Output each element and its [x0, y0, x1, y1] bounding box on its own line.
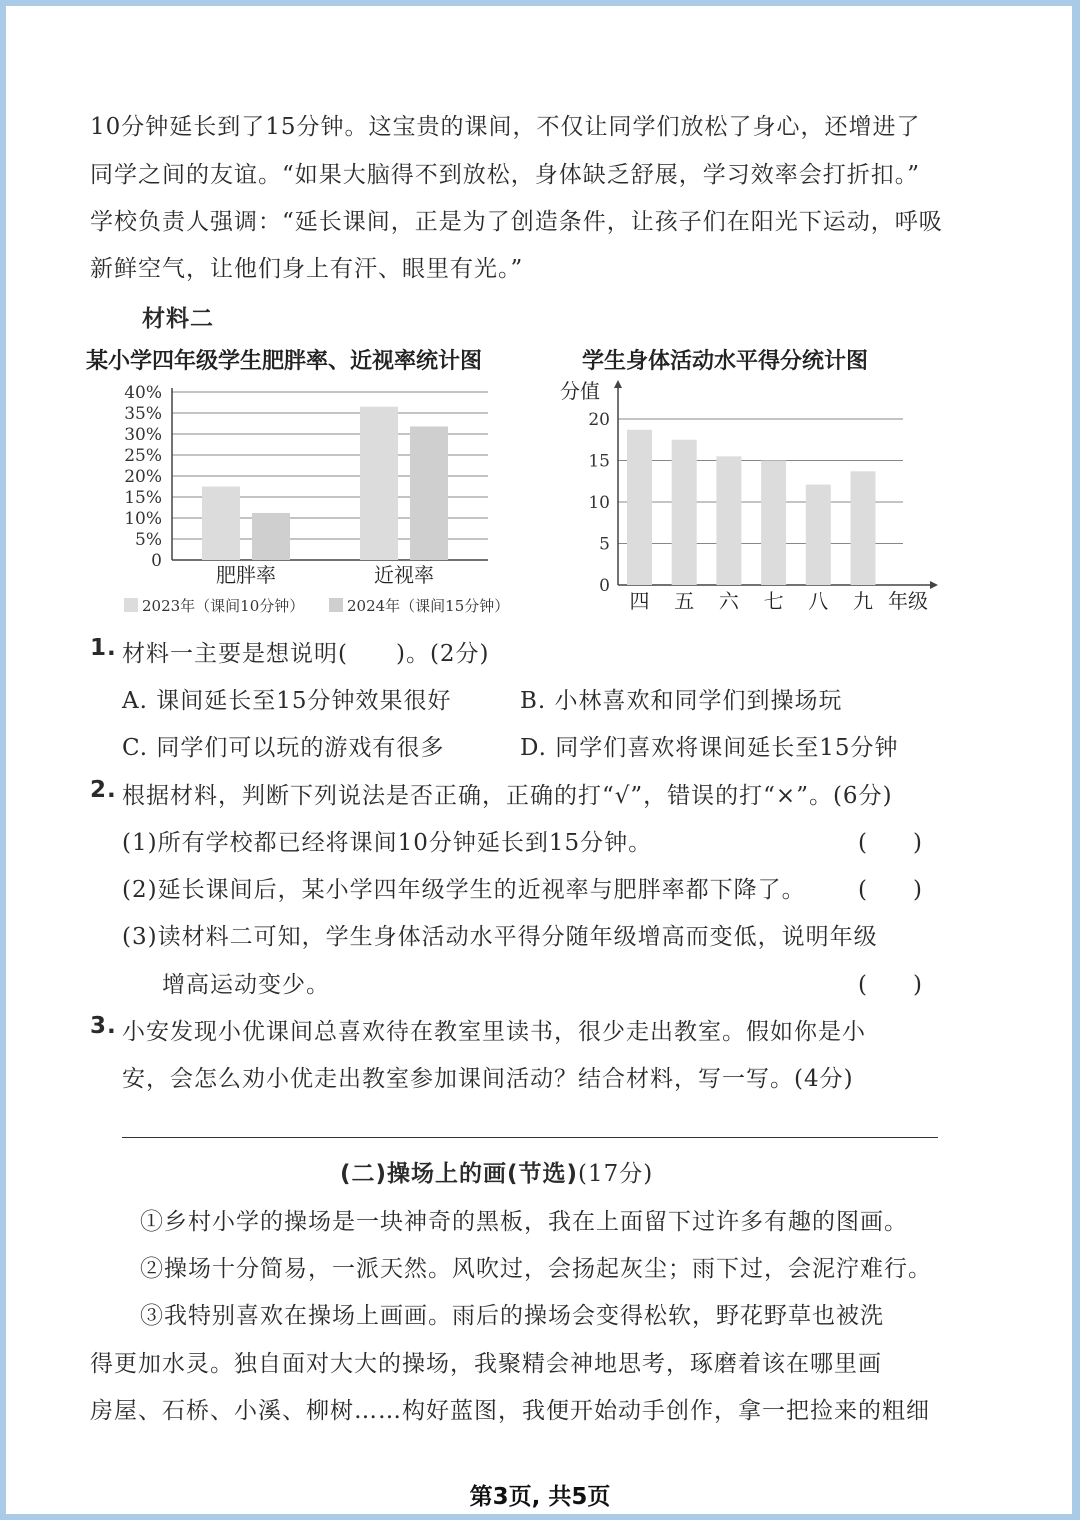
chart1-x-label: 近视率	[374, 563, 434, 587]
chart2-x-labels	[630, 589, 874, 613]
chart2-bar	[806, 485, 831, 585]
chart2-x-label: 四	[629, 589, 650, 613]
chart2-bars	[627, 430, 876, 585]
chart1-y-tick-label: 40%	[124, 383, 162, 403]
section2-line-3: ③我特别喜欢在操场上画画。雨后的操场会变得松软，野花野草也被洗	[140, 1303, 884, 1329]
chart1-y-tick-label: 10%	[124, 509, 162, 529]
section2-line-2: ②操场十分简易，一派天然。风吹过，会扬起灰尘；雨下过，会泥泞难行。	[140, 1256, 932, 1282]
chart2-x-label: 六	[718, 589, 739, 613]
q2-answer-3[interactable]: ( )	[858, 972, 922, 998]
legend-swatch-2024	[329, 598, 343, 612]
q2-answer-1[interactable]: ( )	[858, 830, 922, 856]
page-footer: 第3页, 共5页	[469, 1484, 611, 1510]
q3-number: 3.	[90, 1013, 117, 1039]
chart2-y-tick-label: 15	[588, 451, 610, 472]
section2-heading	[340, 1155, 653, 1188]
chart1-bar	[202, 487, 240, 561]
chart1-y-tick-label: 15%	[124, 488, 162, 508]
chart2-bar	[851, 471, 876, 585]
legend-swatch-2023	[124, 598, 138, 612]
q2-statement-1: (1)所有学校都已经将课间10分钟延长到15分钟。	[122, 830, 653, 856]
chart2-bar	[716, 456, 741, 585]
chart1-y-tick-label: 25%	[124, 446, 162, 466]
chart1-x-label: 肥胖率	[216, 563, 276, 587]
q3-line-2: 安，会怎么劝小优走出教室参加课间活动？结合材料，写一写。(4分)	[122, 1066, 854, 1092]
passage-line-1: 10分钟延长到了15分钟。这宝贵的课间，不仅让同学们放松了身心，还增进了	[90, 114, 921, 140]
chart1-y-tick-label: 30%	[124, 425, 162, 445]
chart2-y-axis-arrow	[614, 380, 622, 388]
chart2-y-tick-label: 5	[599, 534, 610, 555]
chart1-legend	[124, 597, 509, 615]
section2-line-1: ①乡村小学的操场是一块神奇的黑板，我在上面留下过许多有趣的图画。	[140, 1209, 908, 1235]
q2-statement-3b: 增高运动变少。	[162, 972, 330, 998]
passage-line-2: 同学之间的友谊。“如果大脑得不到放松，身体缺乏舒展，学习效率会打折扣。”	[90, 162, 921, 188]
q2-statement-3a: (3)读材料二可知，学生身体活动水平得分随年级增高而变低，说明年级	[122, 924, 878, 950]
q1-option-d[interactable]: D. 同学们喜欢将课间延长至15分钟	[520, 735, 899, 761]
q3-line-1: 小安发现小优课间总喜欢待在教室里读书，很少走出教室。假如你是小	[122, 1019, 866, 1045]
q1-text: 材料一主要是想说明( )。(2分)	[122, 641, 490, 667]
q1-option-b[interactable]: B. 小林喜欢和同学们到操场玩	[520, 688, 843, 714]
chart1-x-labels	[216, 563, 434, 587]
chart2-bar	[672, 440, 697, 585]
chart1-bar	[252, 513, 290, 560]
section2-title: (二)操场上的画(节选)	[340, 1161, 579, 1187]
q2-number: 2.	[90, 777, 117, 803]
chart2-y-ticks	[588, 410, 610, 596]
chart2-y-label: 分值	[560, 379, 600, 403]
chart2-bar	[761, 461, 786, 586]
q1-number: 1.	[90, 635, 117, 661]
chart2-bar	[627, 430, 652, 585]
chart2-y-tick-label: 20	[588, 410, 610, 430]
section2-line-4: 得更加水灵。独自面对大大的操场，我聚精会神地思考，琢磨着该在哪里画	[90, 1351, 882, 1377]
chart1-y-tick-label: 35%	[124, 404, 162, 424]
chart2-y-tick-label: 10	[588, 493, 610, 513]
chart1-y-ticks	[124, 383, 162, 571]
q2-statement-2: (2)延长课间后，某小学四年级学生的近视率与肥胖率都下降了。	[122, 877, 806, 903]
q2-text: 根据材料，判断下列说法是否正确，正确的打“√”，错误的打“×”。(6分)	[122, 783, 893, 809]
chart1-bar	[360, 407, 398, 560]
q1-option-a[interactable]: A. 课间延长至15分钟效果很好	[122, 688, 452, 714]
material2-title: 材料二	[142, 306, 214, 332]
legend-label-2024: 2024年（课间15分钟）	[347, 597, 510, 615]
chart1-bar	[410, 426, 448, 560]
chart2-x-label: 九	[853, 589, 873, 613]
section2-line-5: 房屋、石桥、小溪、柳树……构好蓝图，我便开始动手创作，拿一把捡来的粗细	[90, 1398, 930, 1424]
chart1-y-tick-label: 5%	[135, 530, 162, 550]
section2-score: (17分)	[578, 1161, 654, 1187]
chart1-bars	[202, 407, 448, 560]
chart2-x-label: 五	[674, 589, 695, 613]
chart-obesity-myopia	[82, 340, 542, 625]
chart1-title: 某小学四年级学生肥胖率、近视率统计图	[86, 348, 483, 374]
q1-option-c[interactable]: C. 同学们可以玩的游戏有很多	[122, 735, 445, 761]
passage-line-4: 新鲜空气，让他们身上有汗、眼里有光。”	[90, 256, 524, 282]
passage-line-3: 学校负责人强调：“延长课间，正是为了创造条件，让孩子们在阳光下运动，呼吸	[90, 209, 943, 235]
chart2-x-label: 年级	[888, 589, 928, 613]
chart2-x-label: 七	[763, 589, 784, 613]
answer-line[interactable]	[122, 1137, 938, 1138]
legend-label-2023: 2023年（课间10分钟）	[142, 597, 305, 615]
chart-activity-score	[558, 340, 948, 625]
chart2-x-axis-arrow	[930, 581, 938, 589]
chart1-y-tick-label: 0	[151, 551, 162, 571]
chart2-title: 学生身体活动水平得分统计图	[582, 348, 869, 374]
chart2-x-label: 八	[808, 589, 829, 613]
chart2-y-tick-label: 0	[599, 576, 610, 596]
q2-answer-2[interactable]: ( )	[858, 877, 922, 903]
chart1-y-tick-label: 20%	[124, 467, 162, 487]
